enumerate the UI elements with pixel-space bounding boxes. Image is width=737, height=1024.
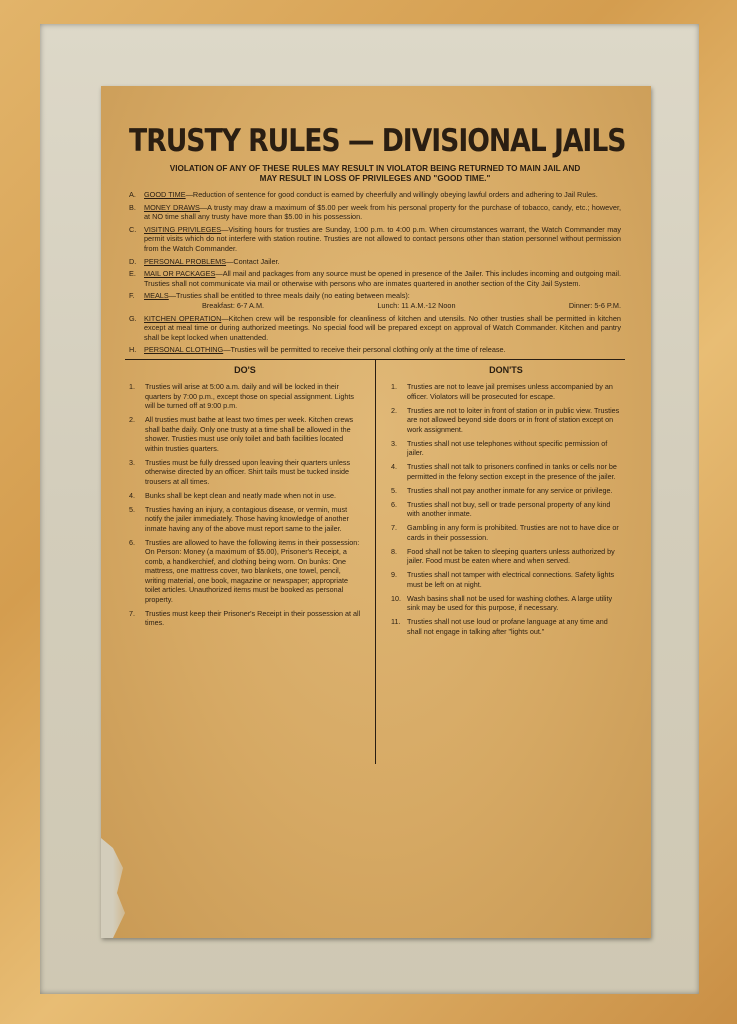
item-number: 1. [391, 382, 397, 392]
rule-heading: VISITING PRIVILEGES [144, 224, 222, 234]
torn-paper-corner [101, 838, 141, 938]
rule-heading: PERSONAL CLOTHING [144, 345, 224, 355]
rule-heading: MAIL OR PACKAGES [144, 269, 216, 279]
item-text: Trusties will arise at 5:00 a.m. daily and will be locked in their quarters by 7:00 p.m., except those on special assignment. Lights will be turned off at 9:00 p.m. [145, 382, 354, 411]
rule-heading: GOOD TIME [144, 190, 186, 199]
rule-letter: C. [129, 224, 137, 234]
item-text: Trusties having an injury, a contagious disease, or vermin, must notify the jailer immediately. Those having knowledge of another inmate having any of the above must report same to the jailer. [145, 504, 349, 533]
list-item [391, 570, 621, 589]
item-number: 2. [129, 415, 135, 425]
rule-e [129, 269, 621, 288]
item-text: Trusties shall not tamper with electrical connections. Safety lights must be left on at night. [407, 570, 615, 589]
dinner-time: Dinner: 5-6 P.M. [568, 300, 621, 310]
list-item [391, 462, 621, 481]
list-item [391, 594, 621, 613]
column-divider [375, 360, 376, 764]
item-number: 8. [391, 546, 397, 556]
list-item [129, 609, 361, 628]
item-number: 7. [391, 523, 397, 533]
rule-g [129, 314, 621, 343]
poster-title: TRUSTY RULES — DIVISIONAL JAILS [129, 123, 626, 159]
rule-text: —Trusties shall be entitled to three meals daily (no eating between meals): [168, 291, 410, 301]
dos-donts-columns [129, 360, 621, 641]
rule-d [129, 257, 621, 267]
donts-column [375, 360, 621, 641]
item-text: Trusties shall not pay another inmate for any service or privilege. [407, 485, 613, 495]
item-number: 1. [129, 382, 135, 392]
rule-text: —A trusty may draw a maximum of $5.00 per week from his personal property for the purchase of tobacco, candy, etc.; however, at NO time shall any trusty have more than $5.00 in his possession. [144, 202, 622, 222]
lunch-time: Lunch: 11 A.M.-12 Noon [377, 300, 456, 310]
list-item [129, 538, 361, 605]
list-item [391, 406, 621, 435]
item-number: 6. [391, 499, 397, 509]
rule-text: —Visiting hours for trusties are Sunday, 1:00 p.m. to 4:00 p.m. When circumstances warrant, the Watch Commander may permit visits which do not interfere with station routine. Trusties are not allowed to contact persons other than station personnel without permission from the Watch Commander. [144, 224, 621, 253]
rule-heading: MEALS [144, 291, 169, 301]
rule-text: —All mail and packages from any source must be opened in presence of the Jailer. This includes incoming and outgoing mail. Trusties shall not communicate via mail or otherwise with persons who are inmates quartered in another section of the City Jail System. [144, 269, 621, 288]
meal-times [144, 301, 621, 311]
list-item [391, 382, 621, 401]
list-item [129, 491, 361, 501]
rule-letter: B. [129, 202, 136, 212]
item-number: 9. [391, 570, 397, 580]
rule-heading: KITCHEN OPERATION [144, 313, 222, 323]
item-number: 4. [391, 462, 397, 472]
list-item [391, 547, 621, 566]
item-text: Trusties shall not talk to prisoners confined in tanks or cells nor be permitted in the felony section except in the presence of the jailer. [407, 462, 617, 481]
item-text: Trusties are not to loiter in front of station or in public view. Trusties are not allowed beyond side doors or in front of station except on work assignment. [407, 405, 620, 434]
list-item [391, 617, 621, 636]
list-item [129, 505, 361, 534]
item-text: Trusties must keep their Prisoner's Receipt in their possession at all times. [145, 608, 361, 628]
list-item [391, 486, 621, 496]
rules-list [129, 190, 621, 355]
rule-letter: D. [129, 256, 137, 266]
rule-text: —Reduction of sentence for good conduct is earned by cheerfully and willingly obeying lawful orders and adhering to Jail Rules. [185, 190, 598, 199]
item-number: 5. [129, 504, 135, 514]
dos-column [129, 360, 375, 641]
dos-title: DO'S [234, 364, 256, 375]
rule-letter: A. [129, 190, 136, 199]
item-text: Trusties shall not use telephones without specific permission of jailer. [407, 438, 608, 458]
item-number: 5. [391, 485, 397, 495]
rule-b [129, 203, 621, 222]
item-text: Wash basins shall not be used for washing clothes. A large utility sink may be used for this purpose, if necessary. [407, 593, 613, 613]
list-item [391, 523, 621, 542]
rule-letter: H. [129, 345, 137, 355]
list-item [391, 439, 621, 458]
item-number: 10. [391, 593, 401, 603]
item-text: Trusties shall not buy, sell or trade personal property of any kind with another inmate. [407, 499, 611, 519]
item-number: 3. [129, 457, 135, 467]
item-number: 2. [391, 405, 397, 415]
poster-subtitle: VIOLATION OF ANY OF THESE RULES MAY RESULT IN VIOLATOR BEING RETURNED TO MAIN JAIL AND MAY RESULT IN LOSS OF PRIVILEGES AND "GOOD TIME." [169, 164, 581, 183]
breakfast-time: Breakfast: 6-7 A.M. [202, 300, 265, 310]
rule-letter: F. [129, 291, 135, 301]
item-number: 6. [129, 537, 135, 547]
rule-heading: MONEY DRAWS [144, 202, 200, 212]
item-text: Trusties shall not use loud or profane language at any time and shall not engage in talking after "lights out." [407, 617, 608, 636]
rule-h [129, 345, 621, 355]
item-text: Gambling in any form is prohibited. Trusties are not to have dice or cards in their possession. [407, 523, 619, 542]
item-number: 4. [129, 490, 135, 500]
item-number: 3. [391, 438, 397, 448]
item-text: Trusties are not to leave jail premises unless accompanied by an officer. Violators will be prosecuted for escape. [407, 382, 613, 401]
rule-text: —Contact Jailer. [226, 256, 280, 266]
item-number: 11. [391, 617, 401, 627]
item-text: All trusties must bathe at least two times per week. Kitchen crews shall bathe daily. Only one trusty at a time shall be allowed in the shower. Trusties must use only toilet and bath facilities located within trusties quarters. [145, 415, 354, 453]
list-item [129, 458, 361, 487]
item-text: Bunks shall be kept clean and neatly made when not in use. [145, 490, 336, 500]
list-item [129, 415, 361, 453]
rule-a [129, 190, 621, 200]
rule-text: —Kitchen crew will be responsible for cleanliness of kitchen and utensils. No other trusties shall be permitted in kitchen except at meal time or during authorized meetings. No special food will be prepared except on approval of Watch Commander. Kitchen and pantry shall be kept locked when unattended. [144, 313, 621, 342]
rule-letter: G. [129, 313, 137, 323]
item-text: Trusties must be fully dressed upon leaving their quarters unless otherwise directed by an officer. Shirt tails must be tucked inside trousers at all times. [145, 457, 351, 486]
donts-title: DON'TS [489, 364, 523, 375]
item-number: 7. [129, 608, 135, 618]
item-text: Food shall not be taken to sleeping quarters unless authorized by jailer. Food must be eaten where and when served. [407, 546, 615, 566]
rules-poster [101, 86, 651, 938]
rule-c [129, 225, 621, 254]
rule-text: —Trusties will be permitted to receive their personal clothing only at the time of release. [223, 345, 506, 355]
list-item [391, 500, 621, 519]
item-text: Trusties are allowed to have the following items in their possession: On Person: Money (a maximum of $5.00), Prisoner's Receipt, a comb, a handkerchief, and clothing being worn. On bunks: One mattress, one mattress cover, two blankets, one towel, pencil, writing material, one book, magazine or newspaper; appropriate toilet articles. Unauthorized items must be booked as personal property. [145, 537, 360, 604]
rule-f [129, 291, 621, 310]
list-item [129, 382, 361, 411]
rule-heading: PERSONAL PROBLEMS [144, 256, 227, 266]
rule-letter: E. [129, 269, 136, 279]
